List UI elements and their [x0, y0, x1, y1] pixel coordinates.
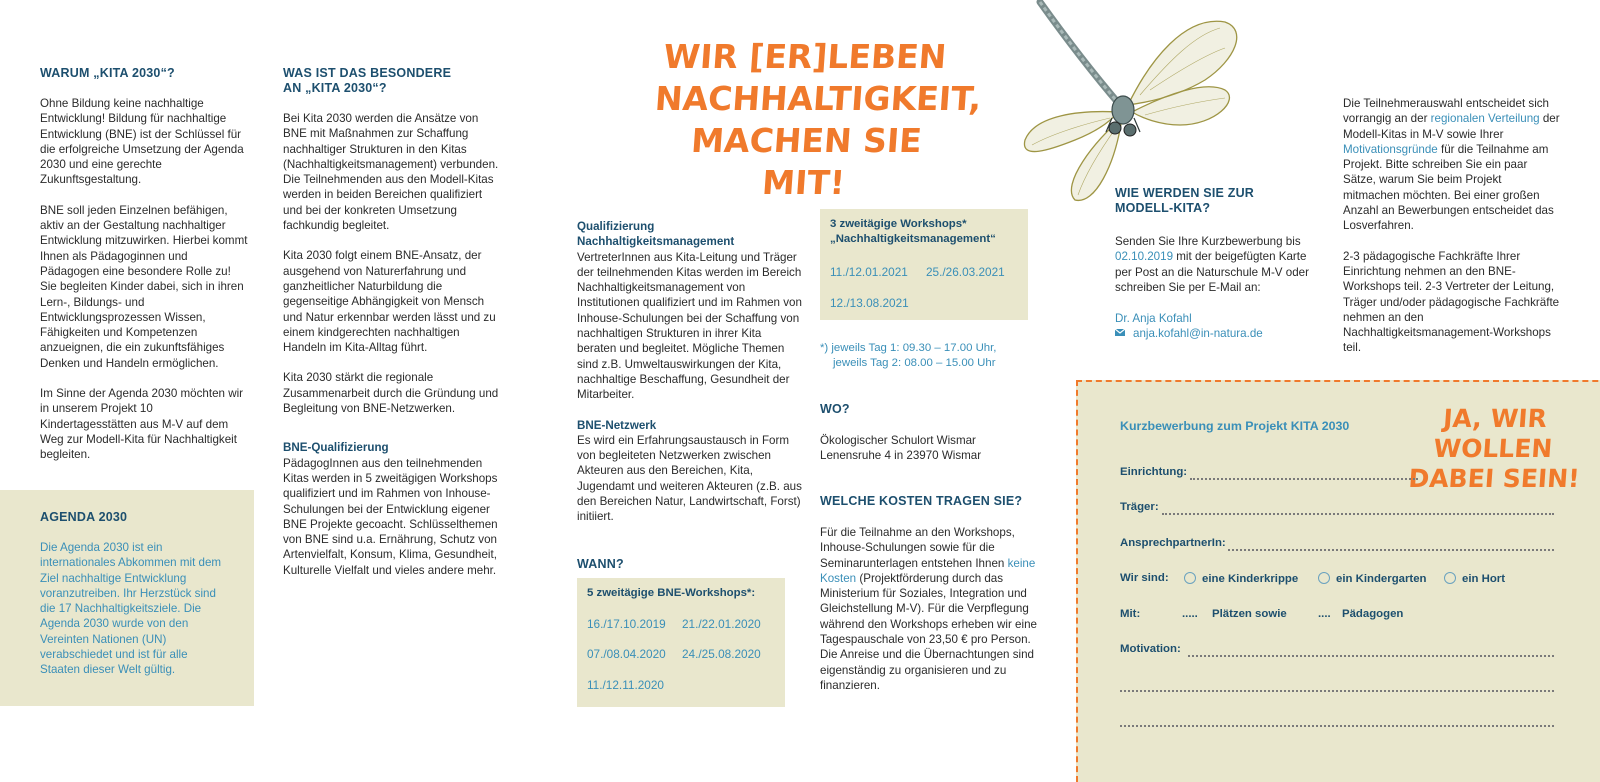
- bne-qualification-text: PädagogInnen aus den teilnehmenden Kitas werden in 5 zweitägigen Workshops qualifiziert und im Rahmen von Inhouse-Schulungen bei der Entwicklung eigener BNE Projekte gecoacht. Schlüsselthemen von BNE sind u.a. Ernährung, Schutz von Artenvielfalt, Konsum, Klima, Gesundheit, Kulturelle Vielfalt und vieles andere mehr.: [283, 456, 498, 577]
- contact-person-field[interactable]: [1228, 549, 1554, 551]
- workshop-date: 24./25.08.2020: [682, 647, 761, 661]
- radio-nursery[interactable]: [1184, 572, 1196, 584]
- contact-person-label: AnsprechpartnerIn:: [1120, 537, 1226, 549]
- regional-distribution-highlight: regionalen Verteilung: [1430, 112, 1540, 126]
- why-kita-paragraph: Ohne Bildung keine nachhaltige Entwicklung! Bildung für nachhaltige Entwicklung (BNE) ist der Schlüssel für die erfolgreiche Umsetzung der Agenda 2030 und eine gerechte Zukunftsgestaltung.: [40, 97, 244, 187]
- workshop-date: 07./08.04.2020: [587, 647, 666, 661]
- nm-workshops-title: 3 zweitägige Workshops*: [830, 218, 967, 230]
- motivation-field[interactable]: [1188, 655, 1554, 657]
- special-paragraph: Kita 2030 folgt einem BNE-Ansatz, der ausgehend von Naturerfahrung und ganzheitlicher Naturbildung die gegenseitige Abhängigkeit von Mensch und Natur erkennbar werden lässt und zu einem kindgerechten nachhaltigen Handeln im Kita-Alltag führt.: [283, 249, 496, 355]
- workshop-date: 25./26.03.2021: [926, 265, 1005, 279]
- network-text: Es wird ein Erfahrungsaustausch in Form von begleiteten Netzwerken zwischen Akteuren aus den Bereichen, Kita, Jugendamt und weiteren Akteuren (z.B. aus den Bereichen Natur, Landwirtschaft, Forst) initiiert.: [577, 433, 802, 524]
- nm-qualification-heading: Qualifizierung: [577, 220, 655, 233]
- headline-line: MACHEN SIE MIT!: [689, 121, 924, 202]
- agenda-text: Die Agenda 2030 ist ein internationales Abkommen mit dem Ziel nachhaltige Entwicklung voranzutreiben. Ihr Herzstück sind die 17 Nachhaltigkeitsziele. Die Agenda 2030 wurde von den Vereinten Nationen (UN) verabschiedet und ist für alle Staaten dieser Welt gültig.: [40, 541, 222, 677]
- motivation-label: Motivation:: [1120, 643, 1181, 655]
- workshop-date: 21./22.01.2020: [682, 617, 761, 631]
- how-to-apply-heading: [1115, 186, 1254, 216]
- dragonfly-illustration: [1020, 0, 1245, 210]
- places-label: Plätzen sowie: [1212, 608, 1287, 620]
- deadline-date: 02.10.2019: [1115, 250, 1174, 264]
- motivation-field-line[interactable]: [1120, 690, 1554, 692]
- footnote-line: *) jeweils Tag 1: 09.30 – 17.00 Uhr,: [820, 342, 997, 354]
- why-kita-heading: WARUM „KITA 2030“?: [40, 66, 175, 80]
- option-nursery-label: eine Kinderkrippe: [1202, 573, 1299, 585]
- motivation-highlight: Motivationsgründe: [1343, 142, 1438, 156]
- nm-qualification-heading: Nachhaltigkeitsmanagement: [577, 235, 735, 249]
- workshop-date: 11./12.11.2020: [587, 678, 664, 692]
- qualification-section: [577, 219, 803, 525]
- selection-paragraph: 2-3 pädagogische Fachkräfte Ihrer Einrichtung nehmen an den BNE-Workshops teil. 2-3 Vertreter der Leitung, Träger und/oder pädagogische Fachkräfte nehmen an den Nachhaltigkeitsmanagement-Workshops teil.: [1343, 249, 1560, 355]
- costs-heading: WELCHE KOSTEN TRAGEN SIE?: [820, 494, 1023, 508]
- special-text: [283, 111, 501, 578]
- selection-text-part: für die Teilnahme am Projekt. Bitte schreiben Sie ein paar Sätze, warum Sie beim Projekt mitmachen möchten. Bei einer großen Anzahl an Bewerbungen entscheidet das Losverfahren.: [1343, 142, 1554, 233]
- special-heading-line: AN „KITA 2030“?: [283, 81, 387, 95]
- contact-email-row[interactable]: [1115, 326, 1263, 341]
- contact-name: Dr. Anja Kofahl: [1115, 312, 1192, 325]
- special-paragraph: Bei Kita 2030 werden die Ansätze von BNE mit Maßnahmen zur Schaffung nachhaltiger Strukturen in den Kitas (Nachhaltigkeitsmanagement) verbunden. Die Teilnehmenden aus den Modell-Kitas werden in beiden Bereichen qualifiziert und bei der konkreten Umsetzung fachkundig begleitet.: [283, 112, 499, 233]
- application-form-card: [1076, 380, 1600, 782]
- apply-text-part: Senden Sie Ihre Kurzbewerbung bis: [1115, 235, 1301, 248]
- carrier-label: Träger:: [1120, 501, 1159, 513]
- nm-workshops-title: „Nachhaltigkeitsmanagement“: [830, 233, 996, 245]
- bne-qualification-heading: BNE-Qualifizierung: [283, 441, 389, 455]
- radio-after-school[interactable]: [1444, 572, 1456, 584]
- workshop-date: 16./17.10.2019: [587, 617, 666, 631]
- nm-workshops-panel: [820, 209, 1028, 320]
- radio-kindergarten[interactable]: [1318, 572, 1330, 584]
- when-heading: WANN?: [577, 557, 624, 571]
- costs-text: [820, 525, 1038, 693]
- option-after-school-label: ein Hort: [1462, 573, 1506, 585]
- why-kita-paragraph: BNE soll jeden Einzelnen befähigen, aktiv an der Gestaltung nachhaltiger Entwicklung mitzuwirken. Hierbei kommt Ihnen als Pädagoginnen und Pädagogen eine besondere Rolle zu! Sie begleiten Kinder dabei, sich in ihren Lern-, Bildungs- und Entwicklungsprozessen Wissen, Fähigkeiten und Kompetenzen anzueignen, die ein zukunftsfähiges Denken und Handeln ermöglichen.: [40, 203, 248, 370]
- special-heading: [283, 66, 451, 96]
- costs-text-part: Für die Teilnahme an den Workshops, Inhouse-Schulungen sowie für die Seminarunterlagen entstehen Ihnen: [820, 526, 1015, 570]
- places-field[interactable]: .....: [1182, 608, 1198, 620]
- why-kita-paragraph: Im Sinne der Agenda 2030 möchten wir in unserem Projekt 10 Kindertagesstätten aus M-V auf dem Weg zur Modell-Kita für Nachhaltigkeit begleiten.: [40, 387, 244, 462]
- form-slogan-line: JA, WIR WOLLEN: [1432, 404, 1554, 463]
- footnote: [820, 341, 996, 371]
- how-to-apply-heading-line: WIE WERDEN SIE ZUR: [1115, 186, 1255, 200]
- costs-text-part: (Projektförderung durch das Ministerium für Soziales, Integration und Gleichstellung M-V). Für die Verpflegung während den Workshops erheben wir eine Tagespauschale von 23,50 € pro Person. Die Anreise und die Übernachtungen sind eigenständig zu organisieren und zu finanzieren.: [820, 571, 1037, 692]
- form-title: Kurzbewerbung zum Projekt KITA 2030: [1120, 419, 1350, 433]
- form-slogan: [1394, 404, 1594, 494]
- option-after-school[interactable]: [1444, 572, 1505, 585]
- contact-email-link[interactable]: anja.kofahl@in-natura.de: [1133, 327, 1263, 340]
- footnote-line: jeweils Tag 2: 08.00 – 15.00 Uhr: [833, 357, 996, 369]
- workshop-date: 11./12.01.2021: [830, 265, 908, 279]
- why-kita-text: [40, 96, 250, 478]
- selection-text-part: Die Teilnehmerauswahl entscheidet sich vorrangig an der: [1343, 97, 1550, 126]
- institution-label: Einrichtung:: [1120, 466, 1188, 478]
- educators-label: Pädagogen: [1342, 608, 1404, 620]
- where-heading: WO?: [820, 402, 850, 416]
- where-address-line: Lenensruhe 4 in 23970 Wismar: [820, 449, 982, 463]
- no-costs-highlight: keine Kosten: [820, 556, 1036, 585]
- how-to-apply-text: [1115, 234, 1325, 295]
- apply-text-part: mit der beigefügten Karte per Post an die Naturschule M-V oder schreiben Sie per E-Mail an:: [1115, 250, 1309, 294]
- network-heading: BNE-Netzwerk: [577, 418, 657, 432]
- option-nursery[interactable]: [1184, 572, 1298, 585]
- how-to-apply-heading-line: MODELL-KITA?: [1115, 201, 1211, 215]
- headline: [653, 36, 983, 204]
- agenda-panel: [0, 490, 254, 706]
- option-kindergarten[interactable]: [1318, 572, 1427, 585]
- where-address: [820, 433, 981, 464]
- agenda-heading: AGENDA 2030: [40, 510, 128, 524]
- workshop-date: 12./13.08.2021: [830, 296, 909, 310]
- headline-line: WIR [ER]LEBEN: [662, 37, 948, 76]
- form-slogan-line: DABEI SEIN!: [1407, 464, 1581, 493]
- nm-qualification-text: VertreterInnen aus Kita-Leitung und Träger der teilnehmenden Kitas werden im Bereich Nachhaltigkeitsmanagement von Institutionen qualifiziert und im Rahmen von Inhouse-Schulungen bei der Schaffung von nachhaltigen Strukturen in ihrer Kita beraten und begleitet. Mögliche Themen sind z.B. Umweltauswirkungen der Kita, nachhaltige Beschaffung, Gesundheit der Mitarbeiter.: [577, 250, 802, 402]
- we-are-label: Wir sind:: [1120, 572, 1169, 584]
- where-address-line: Ökologischer Schulort Wismar: [820, 434, 976, 447]
- headline-line: NACHHALTIGKEIT,: [653, 79, 983, 118]
- selection-text: [1343, 96, 1561, 371]
- selection-text-part: der Modell-Kitas in M-V sowie Ihrer: [1343, 112, 1560, 141]
- special-heading-line: WAS IST DAS BESONDERE: [283, 66, 452, 80]
- institution-field[interactable]: [1190, 478, 1418, 480]
- option-kindergarten-label: ein Kindergarten: [1336, 573, 1427, 585]
- bne-workshops-panel: [577, 578, 785, 707]
- selection-paragraph: [1343, 96, 1561, 234]
- mail-icon: [1115, 329, 1125, 336]
- with-label: Mit:: [1120, 608, 1141, 620]
- motivation-field-line[interactable]: [1120, 725, 1554, 727]
- carrier-field[interactable]: [1162, 513, 1554, 515]
- bne-workshops-title: 5 zweitägige BNE-Workshops*:: [587, 587, 756, 599]
- special-paragraph: Kita 2030 stärkt die regionale Zusammenarbeit durch die Gründung und Begleitung von BNE-Netzwerken.: [283, 371, 499, 416]
- educators-field[interactable]: ....: [1318, 608, 1331, 620]
